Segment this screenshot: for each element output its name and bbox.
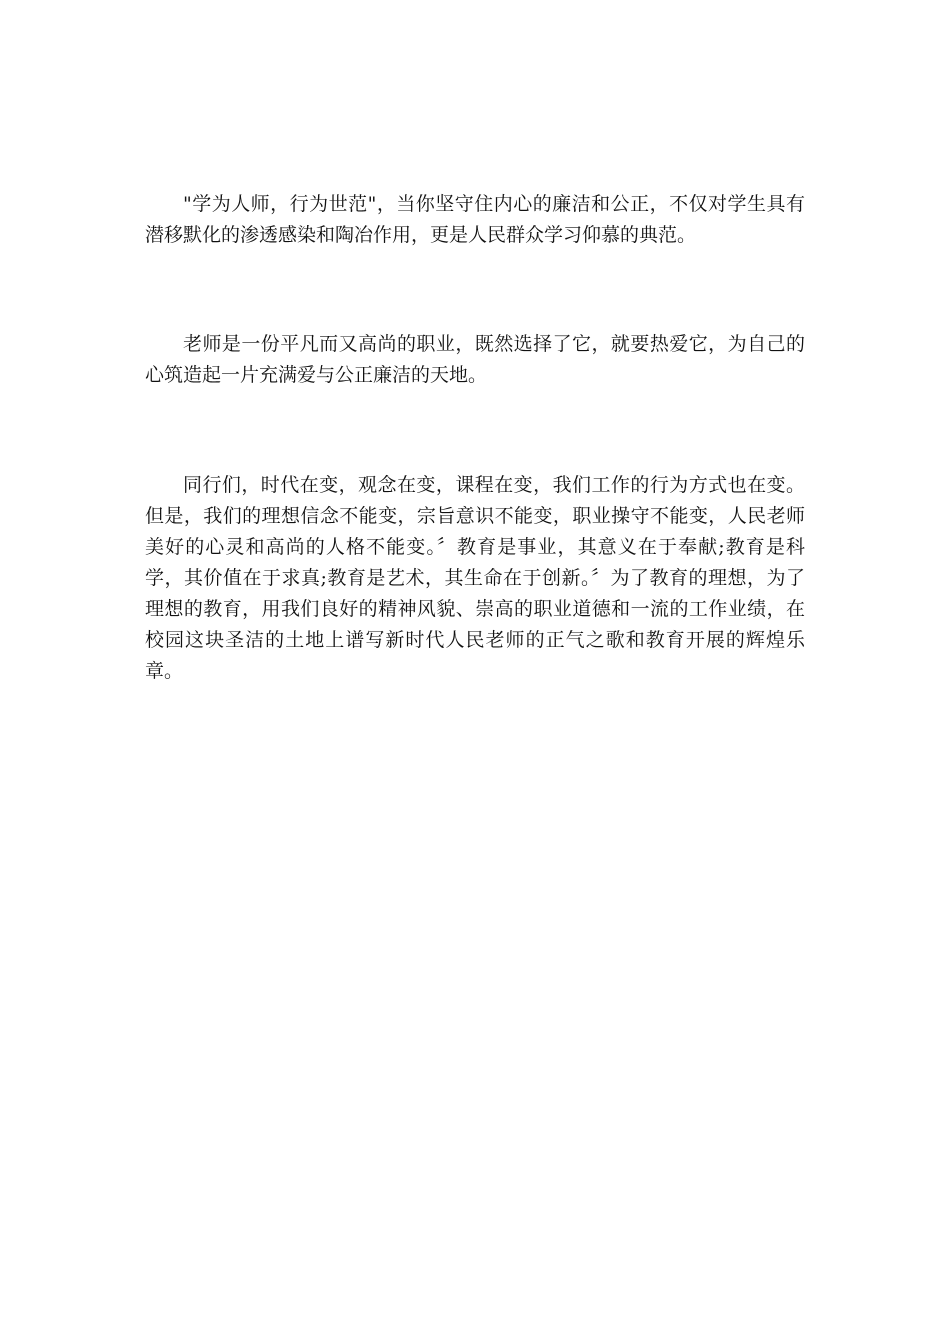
paragraph-2: 老师是一份平凡而又高尚的职业，既然选择了它，就要热爱它，为自己的心筑造起一片充满爱与公正廉洁的天地。 xyxy=(145,333,805,386)
paragraph-1: "学为人师，行为世范"，当你坚守住内心的廉洁和公正，不仅对学生具有潜移默化的渗透感染和陶冶作用，更是人民群众学习仰慕的典范。 xyxy=(145,193,805,246)
document-body xyxy=(145,189,805,687)
paragraph-3: 同行们，时代在变，观念在变，课程在变，我们工作的行为方式也在变。但是，我们的理想信念不能变，宗旨意识不能变，职业操守不能变，人民老师美好的心灵和高尚的人格不能变。〞教育是事业，其意义在于奉献;教育是科学，其价值在于求真;教育是艺术，其生命在于创新。〞为了教育的理想，为了理想的教育，用我们良好的精神风貌、崇高的职业道德和一流的工作业绩，在校园这块圣洁的土地上谱写新时代人民老师的正气之歌和教育开展的辉煌乐章。 xyxy=(145,474,805,682)
